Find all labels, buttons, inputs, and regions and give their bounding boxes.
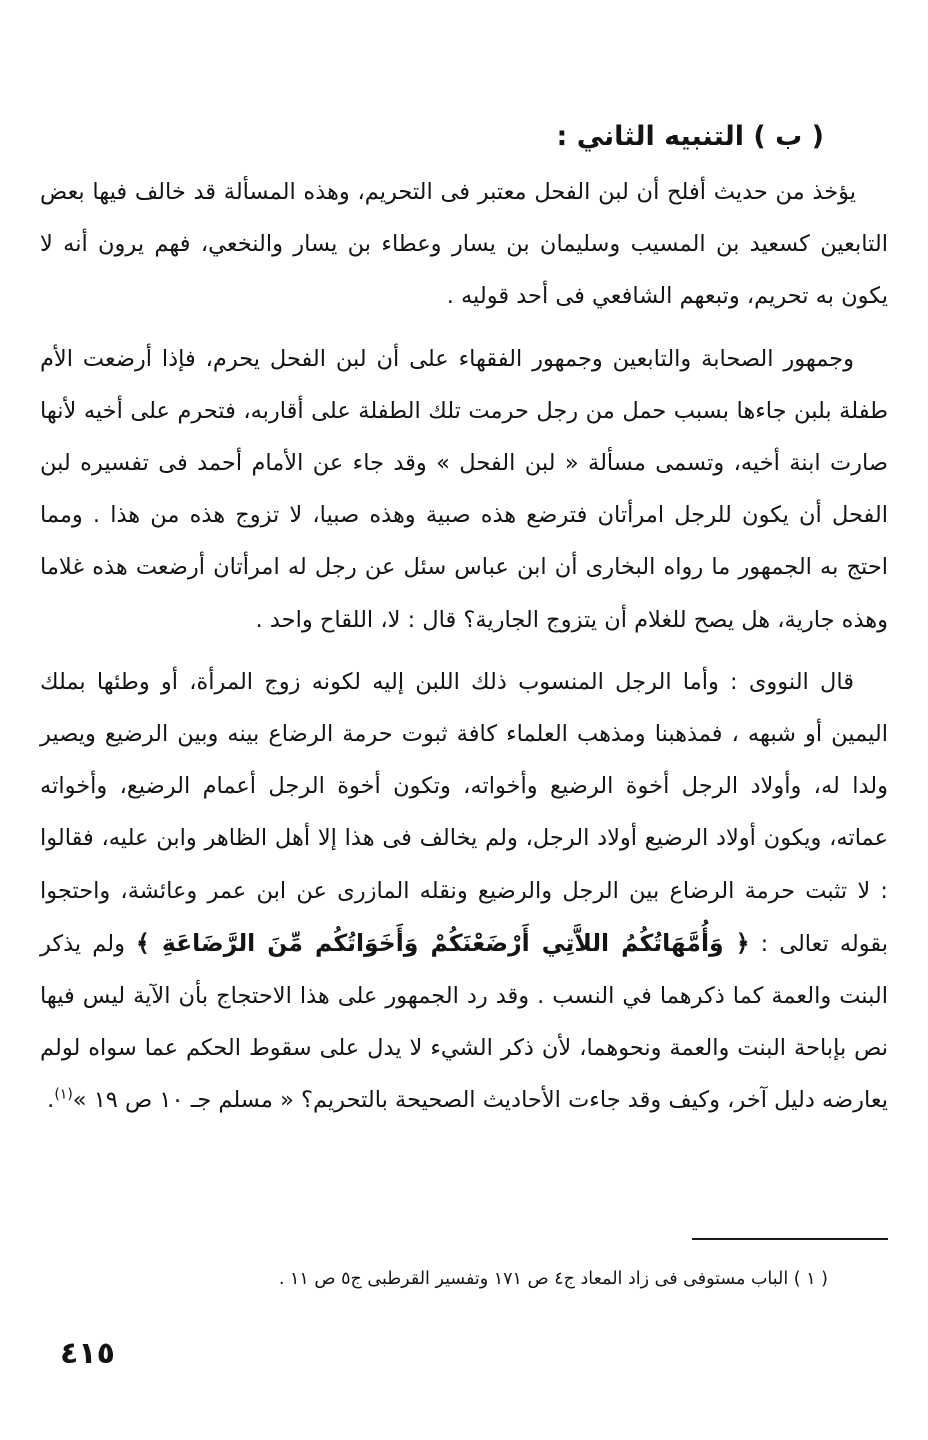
paragraph-1: يؤخذ من حديث أفلح أن لبن الفحل معتبر فى التحريم، وهذه المسألة قد خالف فيها بعض التابعين كسعيد بن المسيب وسليمان بن يسار وعطاء بن يسار والنخعي، فهم يرون أنه لا يكون به تحريم، وتبعهم الشافعي فى أحد قوليه . bbox=[40, 179, 888, 310]
paragraph-3-text: قال النووى : وأما الرجل المنسوب ذلك اللبن إليه لكونه زوج المرأة، أو وطئها بملك اليمين أو شبهه ، فمذهبنا ومذهب العلماء كافة ثبوت حرمة الرضاع بينه وبين الرضيع ويصير ولدا له، وأولاد الرجل أخوة الرضيع وأخواته، وتكون أخوة الرجل أعمام الرضيع، وأخواته عماته، ويكون أولاد الرضيع أولاد الرجل، ولم يخالف فى هذا إلا أهل الظاهر وابن عليه، فقالوا : لا تثبت حرمة الرضاع بين الرجل والرضيع ونقله المازرى عن ابن عمر وعائشة، واحتجوا بقوله تعالى : bbox=[40, 668, 889, 957]
section-heading: ( ب ) التنبيه الثاني : bbox=[556, 121, 824, 152]
footnote: ( ١ ) الباب مستوفى فى زاد المعاد ج٤ ص ١٧١ وتفسير القرطبى ج٥ ص ١١ . bbox=[278, 1269, 828, 1289]
quran-verse: ﴿ وَأُمَّهَاتُكُمُ اللاَّتِي أَرْضَعْنَكُمْ وَأَخَوَاتُكُم مِّنَ الرَّضَاعَةِ ﴾ bbox=[136, 928, 750, 957]
body-text bbox=[40, 166, 888, 1137]
paragraph-3-continuation: ولم يذكر البنت والعمة كما ذكرهما في النسب . وقد رد الجمهور على هذا الاحتجاج بأن الآية ليس فيها نص بإباحة البنت والعمة ونحوهما، لأن ذكر الشيء لا يدل على سقوط الحكم عما سواه لولم يعارضه دليل آخر، وكيف وقد جاءت الأحاديث الصحيحة بالتحريم؟ « مسلم جـ ١٠ ص ١٩ » bbox=[40, 930, 888, 1114]
footnote-divider bbox=[692, 1238, 888, 1240]
page-number: ٤١٥ bbox=[60, 1336, 115, 1371]
footnote-reference: (١) bbox=[54, 1086, 73, 1103]
paragraph-3-end: . bbox=[47, 1087, 55, 1114]
paragraph-3 bbox=[40, 656, 888, 1127]
paragraph-2: وجمهور الصحابة والتابعين وجمهور الفقهاء على أن لبن الفحل يحرم، فإذا أرضعت الأم طفلة بلبن جاءها بسبب حمل من رجل حرمت تلك الطفلة على أقاربه، فتحرم على أخيه لأنها صارت ابنة أخيه، وتسمى مسألة « لبن الفحل » وقد جاء عن الأمام أحمد فى تفسيره لبن الفحل أن يكون للرجل امرأتان فترضع هذه صبية وهذه صبيا، لا تزوج هذه من هذا . ومما احتج به الجمهور ما رواه البخارى أن ابن عباس سئل عن رجل له امرأتان أرضعت هذه غلاما وهذه جارية، هل يصح للغلام أن يتزوج الجارية؟ قال : لا، اللقاح واحد . bbox=[40, 345, 888, 633]
